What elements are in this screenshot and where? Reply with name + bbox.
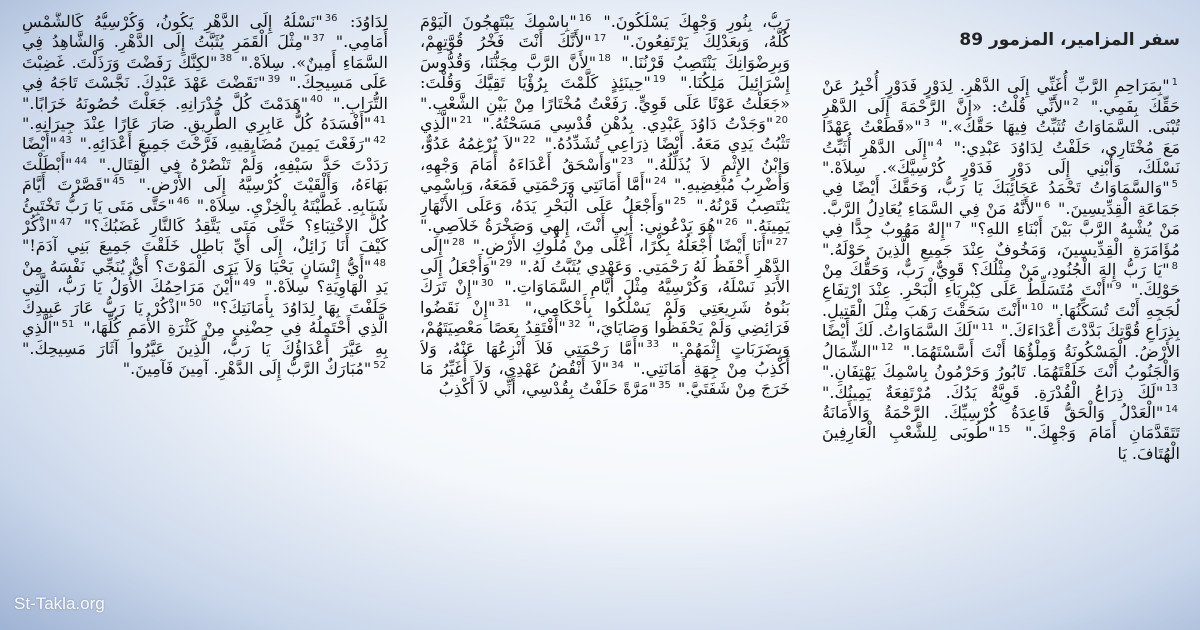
verse-number: 32 <box>567 318 581 330</box>
verse-number: 6 <box>1043 199 1051 211</box>
text-column-right <box>822 12 1180 612</box>
verse-number: 24 <box>653 175 667 187</box>
verse-number: 16 <box>578 12 592 24</box>
verse-text: "أَفْسَدَهُ كُلُّ عَابِرِي الطَّرِيقِ. صَارَ عَارًا عِنْدَ جِيرَانِهِ." <box>22 114 372 134</box>
verse-number: 40 <box>310 94 323 106</box>
verse-number: 46 <box>176 196 190 208</box>
verse-text: "رَفَعْتَ يَمِينَ مُضَايِقِيهِ، فَرَّحْتَ جَمِيعَ أَعْدَائِهِ." <box>79 134 372 154</box>
verse-number: 1 <box>1171 77 1178 89</box>
verse-text: "لأَنِّي قُلْتُ: «إِنَّ الرَّحْمَةَ إِلَى الدَّهْرِ تُبْنَى. السَّمَاوَاتُ تُثَبِّتُ فِيهَا حَقَّكَ»." <box>822 96 1180 137</box>
verse-number: 5 <box>1171 179 1178 191</box>
verse <box>603 12 790 31</box>
verse-number: 3 <box>923 117 930 129</box>
verse <box>123 359 388 378</box>
verse-number: 18 <box>598 53 611 65</box>
verse-number: 52 <box>373 359 386 371</box>
verse-number: 26 <box>724 216 738 228</box>
verses-right <box>822 76 1180 464</box>
verse-text: "إِنْ نَقَضُوا فَرَائِضِي وَلَمْ يَحْفَظُوا وَصَايَايَ،" <box>420 297 790 338</box>
verse-text: "حَتَّى مَتَى يَا رَبُّ تَخْتَبِئُ كُلَّ الاخْتِبَاءِ؟ حَتَّى مَتَى يَتَّقِدُ كَالنَّارِ غَضَبُكَ؟" <box>22 195 388 236</box>
verse-text: "أَفْتَقِدُ بِعَصًا مَعْصِيَتَهُمْ، وَبِضَرَبَاتٍ إِثْمَهُمْ." <box>420 318 790 358</box>
verse-number: 27 <box>775 237 788 249</box>
verse-number: 13 <box>1165 383 1178 395</box>
verse <box>439 379 673 398</box>
verse-number: 43 <box>59 135 72 147</box>
verse-number: 48 <box>373 257 386 269</box>
verse-text: "لاَ يُرْغِمُهُ عَدُوٌّ، وَابْنُ الإِثْمِ لاَ يُذَلِّلُهُ." <box>420 134 790 174</box>
verse-text: "وَجَدْتُ دَاوُدَ عَبْدِي. بِدُهْنِ قُدْسِي مَسَحْتُهُ." <box>482 114 774 134</box>
verse-text: "أَمَّا رَحْمَتِي فَلاَ أَنْزِعُهَا عَنْهُ، وَلاَ أَكْذِبُ مِنْ جِهَةِ أَمَانَتِي." <box>420 338 790 378</box>
verse-text: "الْعَدْلُ وَالْحَقُّ قَاعِدَةُ كُرْسِيِّكَ. الرَّحْمَةُ وَالأَمَانَةُ تَتَقَدَّمَانِ أَمَامَ وَجْهِكَ." <box>822 402 1180 443</box>
verse-text: "نَسْلُهُ إِلَى الدَّهْرِ يَكُونُ، وَكُرْسِيُّهُ كَالشَّمْسِ أَمَامِي." <box>22 12 388 52</box>
verse-text: "وَالسَّمَاوَاتُ تَحْمَدُ عَجَائِبَكَ يَا رَبُّ، وَحَقَّكَ أَيْضًا فِي جَمَاعَةِ الْقِدِّيسِينَ." <box>822 178 1180 218</box>
verse-text: "أَنْتَ سَحَقْتَ رَهَبَ مِثْلَ الْقَتِيلِ. بِذِرَاعِ قُوَّتِكَ بَدَّدْتَ أَعْدَاءَكَ." <box>822 300 1180 341</box>
verse-number: 4 <box>936 138 943 150</box>
verse-number: 39 <box>267 73 281 85</box>
verse-text: "مِثْلَ الْقَمَرِ يُثَبَّتُ إِلَى الدَّهْرِ. وَالشَّاهِدُ فِي السَّمَاءِ أَمِينٌ». سِلاَهْ." <box>22 32 388 72</box>
verse-number: 17 <box>593 33 607 45</box>
verse <box>420 216 740 235</box>
verse-text: "أَنْتَ مُتَسَلِّطٌ عَلَى كِبْرِيَاءِ الْبَحْرِ. عِنْدَ ارْتِفَاعِ لُجَجِهِ أَنْتَ تُسَكِّنُهَا." <box>822 280 1180 320</box>
verse-text: "إِنْ تَرَكَ بَنُوهُ شَرِيعَتِي وَلَمْ يَسْلُكُوا بِأَحْكَامِي،" <box>420 277 790 317</box>
verse-text: "إِلَى الدَّهْرِ أُثَبِّتُ نَسْلَكَ، وَأَبْنِي إِلَى دَوْرٍ فَدَوْرٍ كُرْسِيَّكَ». سِلاَهْ." <box>822 137 1180 178</box>
verse <box>350 12 388 31</box>
verse-text: "اذْكُرْ يَا رَبُّ عَارَ عَبِيدِكَ الَّذِي أَحْتَمِلُهُ فِي حِضْنِي مِنْ كَثْرَةِ الأُمَمِ كُلِّهَا،" <box>22 297 388 338</box>
verse-text: "الشِّمَالُ وَالْجَنُوبُ أَنْتَ خَلَقْتَهُمَا. تَابُورُ وَحَرْمُونُ بِاسْمِكَ يَهْتِفَانِ." <box>822 341 1180 382</box>
verse-text: "لأَنَّ الرَّبَّ مِجَنُّنَا، وَقُدُّوسَ إِسْرَائِيلَ مَلِكُنَا." <box>420 52 790 93</box>
watermark-text: St-Takla.org <box>14 594 105 613</box>
verse-number: 42 <box>373 135 386 147</box>
verse-text: "لأَنَّكَ أَنْتَ فَخْرُ قُوَّتِهِمْ، وَبِرِضْوَانِكَ يَنْتَصِبُ قَرْنُنَا." <box>420 32 790 72</box>
verse-number: 47 <box>59 216 73 228</box>
verse <box>482 114 790 133</box>
verse-number: 2 <box>1072 97 1079 109</box>
verse-text: "أَمَّا أَمَانَتِي وَرَحْمَتِي فَمَعَهُ، وَبِاسْمِي يَنْتَصِبُ قَرْنُهُ." <box>420 175 790 215</box>
verse-number: 31 <box>497 298 511 310</box>
verse-number: 33 <box>646 339 660 351</box>
verse-text: رَبُّ، بِنُورِ وَجْهِكَ يَسْلُكُونَ." <box>603 12 790 31</box>
verse-number: 35 <box>658 379 671 391</box>
verse-text: "الَّذِي بِهِ عَيَّرَ أَعْدَاؤُكَ يَا رَبُّ، الَّذِينَ عَيَّرُوا آثَارَ مَسِيحِكَ." <box>22 318 388 358</box>
verse-text: "«قَطَعْتُ عَهْدًا مَعَ مُخْتَارِي، حَلَفْتُ لِدَاوُدَ عَبْدِي:" <box>822 117 1180 157</box>
verse-text: "الَّذِي تَثْبُتُ يَدِي مَعَهُ. أَيْضًا ذِرَاعِي تُشَدِّدُهُ." <box>420 114 790 154</box>
text-column-middle <box>420 12 790 612</box>
verse <box>22 114 388 133</box>
verse-number: 41 <box>373 114 386 126</box>
verse-number: 11 <box>981 321 994 333</box>
verse-number: 8 <box>1171 260 1178 272</box>
verse-number: 49 <box>242 277 256 289</box>
verse-text: "مُبَارَكٌ الرَّبُّ إِلَى الدَّهْرِ. آمِينَ فَآمِينَ." <box>122 358 372 378</box>
verse-text: "يَا رَبُّ إِلهَ الْجُنُودِ، مَنْ مِثْلُكَ؟ قَوِيٌّ، رَبٌّ، وَحَقُّكَ مِنْ حَوْلِكَ." <box>822 260 1180 300</box>
verse-text: "لكِنَّكَ رَفَضْتَ وَرَذَلْتَ. غَضِبْتَ عَلَى مَسِيحِكَ." <box>22 52 388 93</box>
verses-left <box>22 12 388 379</box>
verse <box>822 383 1180 402</box>
verse-text: "إِلهٌ مَهُوبٌ جِدًّا فِي مُؤَامَرَةِ الْقِدِّيسِينَ، وَمَخُوفٌ عِنْدَ جَمِيعِ الَّذِينَ حَوْلَهُ." <box>822 219 1180 259</box>
verse-text: "بِاسْمِكَ يَبْتَهِجُونَ الْيَوْمَ كُلَّهُ، وَبِعَدْلِكَ يَرْتَفِعُونَ." <box>420 12 790 52</box>
verse-text: "قَصَّرْتَ أَيَّامَ شَبَابِهِ. غَطَّيْتَهُ بِالْخِزْيِ. سِلاَهْ." <box>22 175 388 215</box>
verse-text: "أَيُّ إِنْسَانٍ يَحْيَا وَلاَ يَرَى الْمَوْتَ؟ أَيٌّ يُنَجِّي نَفْسَهُ مِنْ يَدِ الْهَاوِيَةِ؟ سِلاَهْ." <box>22 256 388 297</box>
verse-text: لِدَاوُدَ: <box>350 12 388 31</box>
verse-text: "طُوبَى لِلشَّعْبِ الْعَارِفِينَ الْهُتَافَ. يَا <box>822 423 1180 463</box>
verse-number: 14 <box>1165 403 1178 415</box>
verse-text: "بِمَرَاحِمِ الرَّبِّ أُغَنِّي إِلَى الدَّهْرِ. لِدَوْرٍ فَدَوْرٍ أُخْبِرُ عَنْ حَقِّكَ بِفَمِي." <box>822 76 1180 116</box>
verse-text: "إِلَى الدَّهْرِ أَحْفَظُ لَهُ رَحْمَتِي. وَعَهْدِي يُثَبَّتُ لَهُ." <box>420 236 790 276</box>
verse-number: 9 <box>1115 281 1122 293</box>
verse-text: "حِينَئِذٍ كَلَّمْتَ بِرُؤْيَا تَقِيَّكَ وَقُلْتَ: «جَعَلْتُ عَوْنًا عَلَى قَوِيٍّ. رَفَعْتُ مُخْتَارًا مِنْ بَيْنِ الشَّعْبِ." <box>420 73 790 113</box>
page-title: سفر المزامير، المزمور 89 <box>959 30 1180 50</box>
verse-text: "وَأَجْعَلُ عَلَى الْبَحْرِ يَدَهُ، وَعَلَى الأَنْهَارِ يَمِينَهُ." <box>420 195 790 236</box>
verse-text: "لاَ أَنْقُضُ عَهْدِي، وَلاَ أُغَيِّرُ مَا خَرَجَ مِنْ شَفَتَيَّ." <box>420 358 790 399</box>
verse-number: 38 <box>219 53 233 65</box>
verse-text: "اذْكُرْ كَيْفَ أَنَا زَائِلٌ، إِلَى أَيِّ بَاطِل خَلَقْتَ جَمِيعَ بَنِي آدَمَ!" <box>22 216 388 256</box>
verse-number: 20 <box>775 114 789 126</box>
verse-text: "لَكَ السَّمَاوَاتُ. لَكَ أَيْضًا الأَرْضُ. الْمَسْكُونَةُ وَمِلْؤُهَا أَنْتَ أَسَّسْتَهُمَا." <box>822 321 1180 361</box>
verse-number: 45 <box>112 175 125 187</box>
verse-text: "لأَنَّهُ مَنْ فِي السَّمَاءِ يُعَادِلُ الرَّبَّ. مَنْ يُشْبِهُ الرَّبَّ بَيْنَ أَبْنَاءِ اللهِ؟" <box>822 198 1180 239</box>
verse-number: 50 <box>189 298 202 310</box>
verses-middle <box>420 12 790 400</box>
verse-text: "لَكَ ذِرَاعُ الْقُدْرَةِ. قَوِيَّةٌ يَدُكَ. مُرْتَفِعَةٌ يَمِينُكَ." <box>822 382 1164 402</box>
verse <box>473 236 790 255</box>
verse-number: 22 <box>522 135 536 147</box>
verse-number: 12 <box>880 342 894 354</box>
verse-text: "هُوَ يَدْعُونِي: أَبِي أَنْتَ، إِلهِي وَصَخْرَةُ خَلاَصِي." <box>420 216 723 236</box>
verse-number: 51 <box>61 318 75 330</box>
verse-number: 23 <box>620 155 634 167</box>
verse-text: "مَرَّةً حَلَفْتُ بِقُدْسِي، أَنِّي لاَ أَكْذِبُ <box>438 379 657 399</box>
verse-text: "أَبْطَلْتَ بَهَاءَهُ، وَأَلْقَيْتَ كُرْسِيَّهُ إِلَى الأَرْضِ." <box>22 154 388 195</box>
verse-number: 19 <box>652 73 666 85</box>
verse-number: 28 <box>452 237 465 249</box>
verse-number: 21 <box>459 114 473 126</box>
verse-number: 34 <box>611 359 624 371</box>
verse-text: "نَقَضْتَ عَهْدَ عَبْدِكَ. نَجَّسْتَ تَاجَهُ فِي التُّرَابِ." <box>22 73 388 113</box>
verse <box>22 94 325 113</box>
verse-number: 44 <box>74 155 88 167</box>
verse-number: 25 <box>673 196 687 208</box>
verse-text: "هَدَمْتَ كُلَّ جُدْرَانِهِ. جَعَلْتَ حُصُونَهُ خَرَابًا." <box>22 93 309 113</box>
verse-text: "أَيْضًا رَدَدْتَ حَدَّ سَيْفِهِ، وَلَمْ تَنْصُرْهُ فِي الْقِتَالِ." <box>22 134 388 174</box>
text-column-left <box>22 12 388 612</box>
verse-number: 15 <box>997 423 1011 435</box>
verse-number: 30 <box>480 277 494 289</box>
verse-number: 36 <box>324 12 338 24</box>
verse <box>80 134 388 153</box>
verse-number: 37 <box>312 33 325 45</box>
verse-number: 10 <box>1030 301 1044 313</box>
verse-number: 7 <box>954 219 961 231</box>
verse-text: "أَيْنَ مَرَاحِمُكَ الأُوَلُ يَا رَبُّ، الَّتِي حَلَفْتَ بِهَا لِدَاوُدَ بِأَمَانَتِكَ؟" <box>22 277 388 317</box>
verse-number: 29 <box>499 257 513 269</box>
verse-text: "أَنَا أَيْضًا أَجْعَلُهُ بِكْرًا، أَعْلَى مِنْ مُلُوكِ الأَرْضِ." <box>472 236 774 256</box>
verse-text: "وَأَسْحَقُ أَعْدَاءَهُ أَمَامَ وَجْهِهِ، وَأَضْرِبُ مُبْغِضِيهِ." <box>420 154 790 195</box>
verse-text: "وَأَجْعَلُ إِلَى الأَبَدِ نَسْلَهُ، وَكُرْسِيَّهُ مِثْلَ أَيَّامِ السَّمَاوَاتِ." <box>420 256 790 297</box>
